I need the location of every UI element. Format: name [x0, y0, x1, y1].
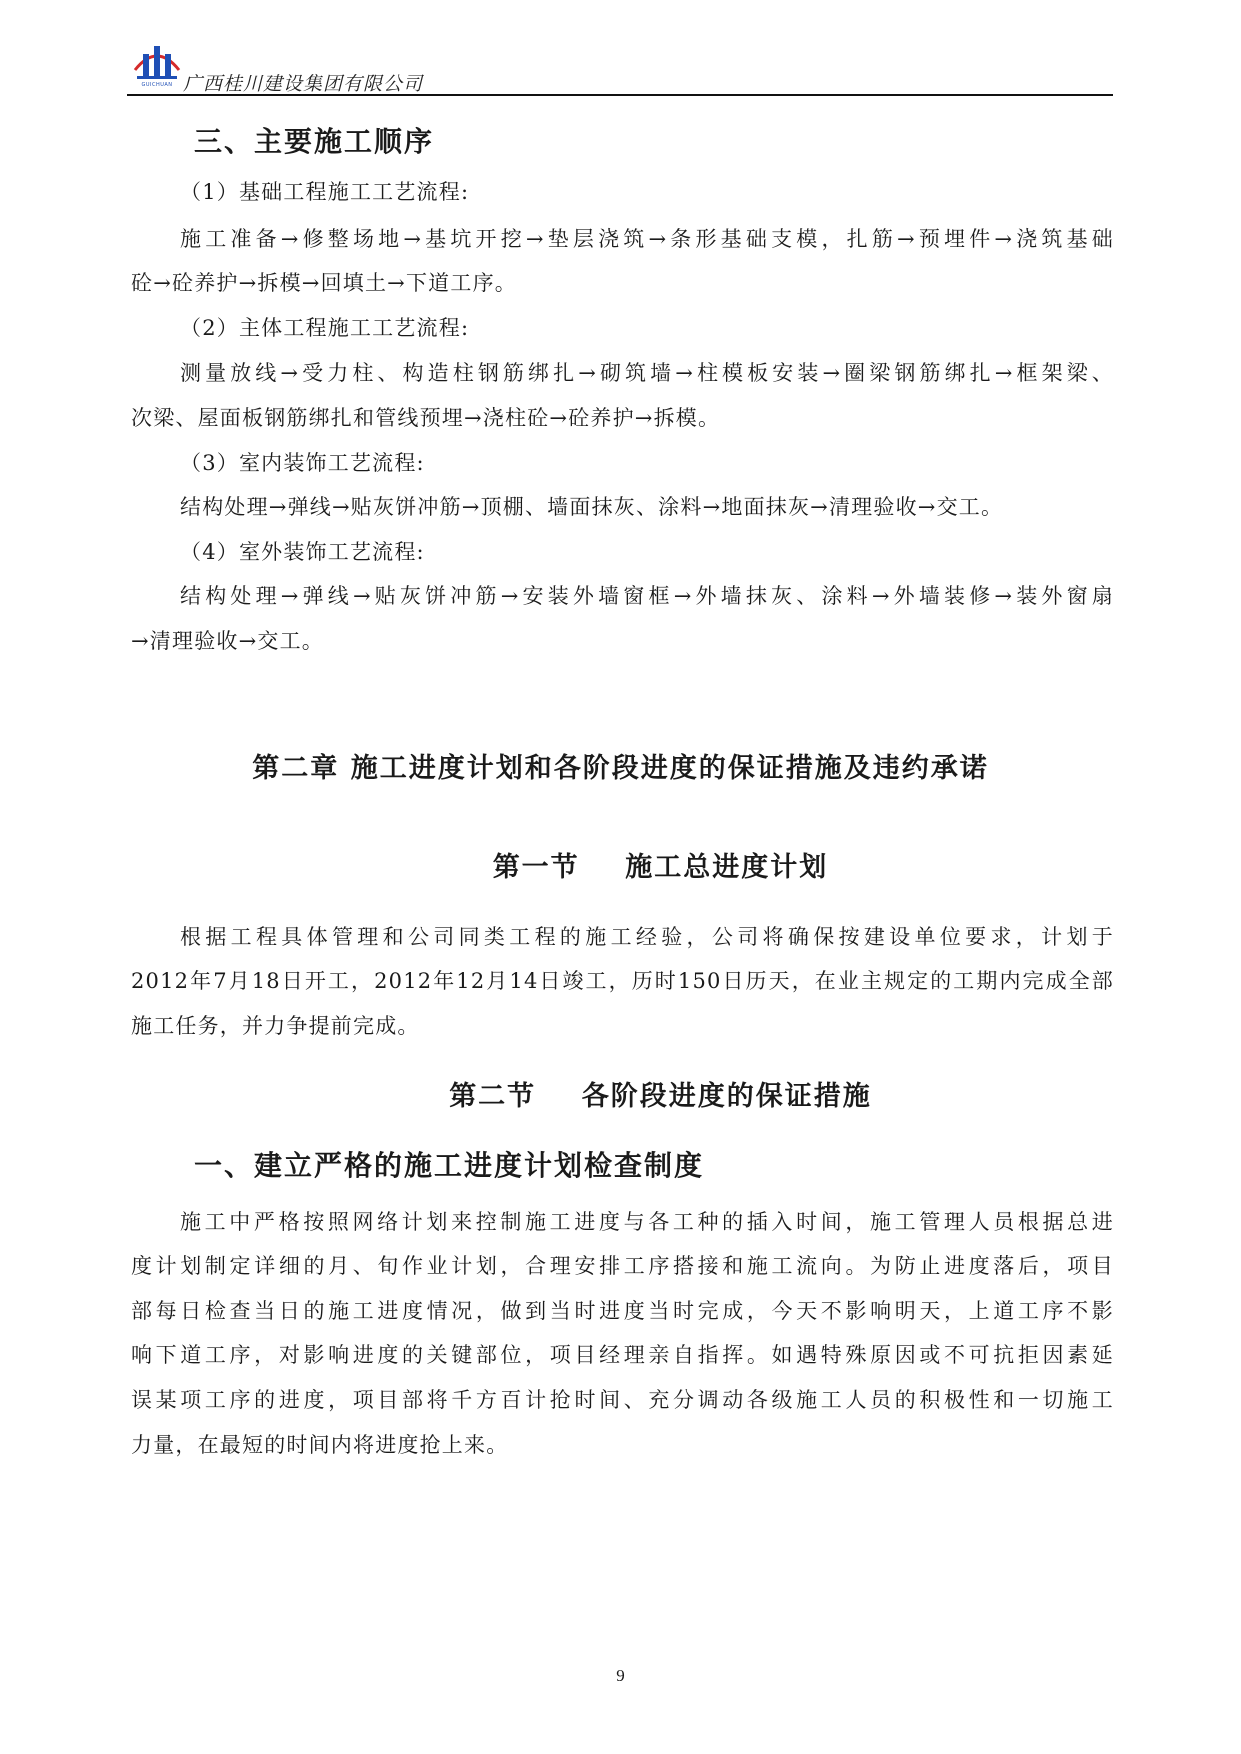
item-2-line-2: 次梁、屋面板钢筋绑扎和管线预埋→浇柱砼→砼养护→拆模。: [131, 406, 721, 430]
item-2-line-1: 测量放线→受力柱、构造柱钢筋绑扎→砌筑墙→柱模板安装→圈梁钢筋绑扎→框架梁、: [180, 361, 1114, 385]
section-2-line-1: 施工中严格按照网络计划来控制施工进度与各工种的插入时间，施工管理人员根据总进: [180, 1210, 1114, 1234]
subheading-progress-check: 一、建立严格的施工进度计划检查制度: [194, 1149, 705, 1182]
section-2-line-3: 部每日检查当日的施工进度情况，做到当时进度当时完成，今天不影响明天，上道工序不影: [131, 1299, 1114, 1323]
page-number: 9: [616, 1666, 625, 1685]
item-3-label: （3）室内装饰工艺流程:: [180, 451, 425, 475]
item-1-line-1: 施工准备→修整场地→基坑开挖→垫层浇筑→条形基础支模，扎筋→预埋件→浇筑基础: [180, 227, 1114, 251]
section-1-line-3: 施工任务，并力争提前完成。: [131, 1014, 420, 1038]
section-1-line-1: 根据工程具体管理和公司同类工程的施工经验，公司将确保按建设单位要求，计划于: [180, 925, 1114, 949]
section-1-line-2: 2012年7月18日开工，2012年12月14日竣工，历时150日历天，在业主规定的工期内完成全部: [131, 969, 1114, 993]
item-1-label: （1）基础工程施工工艺流程:: [180, 180, 470, 204]
item-4-line-2: →清理验收→交工。: [131, 629, 324, 653]
section-2-line-2: 度计划制定详细的月、旬作业计划，合理安排工序搭接和施工流向。为防止进度落后，项目: [131, 1254, 1114, 1278]
section-2-line-4: 响下道工序，对影响进度的关键部位，项目经理亲自指挥。如遇特殊原因或不可抗拒因素延: [131, 1343, 1114, 1367]
section-2-line-6: 力量，在最短的时间内将进度抢上来。: [131, 1433, 509, 1457]
item-1-line-2: 砼→砼养护→拆模→回填土→下道工序。: [131, 271, 517, 295]
header-divider: [127, 94, 1113, 96]
company-logo-icon: [131, 40, 183, 88]
section-heading-main-sequence: 三、主要施工顺序: [194, 125, 435, 158]
company-name: 广西桂川建设集团有限公司: [183, 73, 424, 95]
section-2-title: 第二节 各阶段进度的保证措施: [449, 1081, 872, 1112]
chapter-title: 第二章 施工进度计划和各阶段进度的保证措施及违约承诺: [252, 753, 989, 784]
section-1-title: 第一节 施工总进度计划: [492, 852, 829, 883]
item-4-label: （4）室外装饰工艺流程:: [180, 540, 425, 564]
item-2-label: （2）主体工程施工工艺流程:: [180, 316, 470, 340]
page-header: [127, 38, 1113, 100]
item-4-line-1: 结构处理→弹线→贴灰饼冲筋→安装外墙窗框→外墙抹灰、涂料→外墙装修→装外窗扇: [180, 584, 1114, 608]
section-2-line-5: 误某项工序的进度，项目部将千方百计抢时间、充分调动各级施工人员的积极性和一切施工: [131, 1388, 1114, 1412]
logo-caption: GUICHUAN: [141, 82, 173, 88]
item-3-line-1: 结构处理→弹线→贴灰饼冲筋→顶棚、墙面抹灰、涂料→地面抹灰→清理验收→交工。: [180, 495, 1004, 519]
